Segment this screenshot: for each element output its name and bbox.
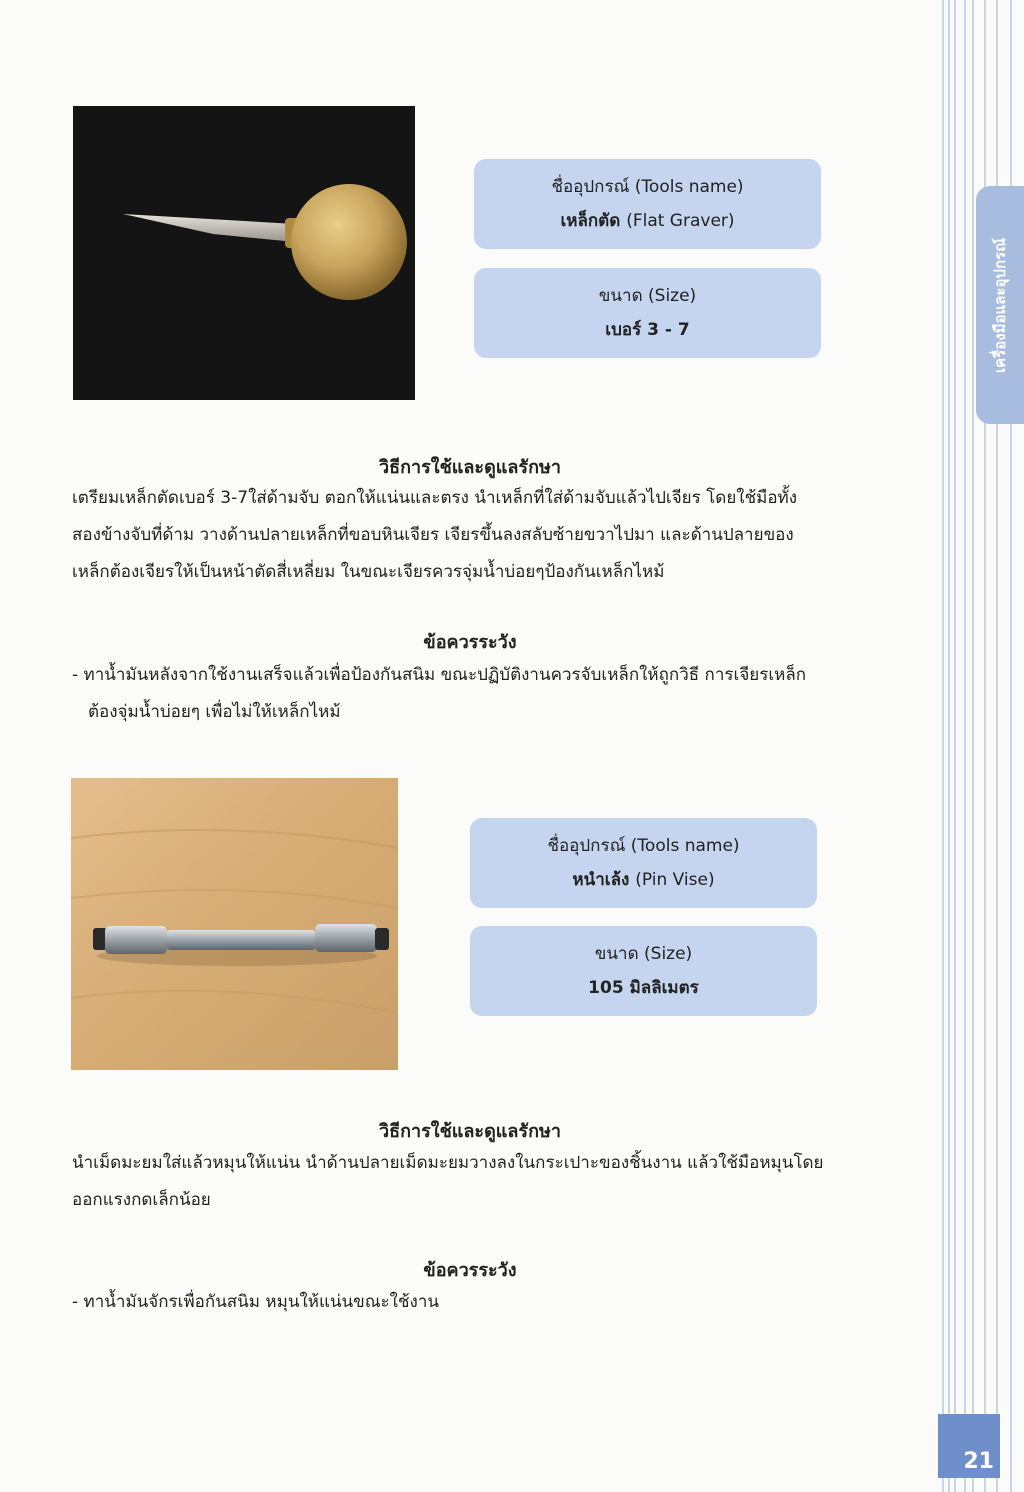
tool-1-name-thai: เหล็กตัด <box>560 211 621 231</box>
tool-2-size-label: ขนาด (Size) <box>594 944 693 964</box>
tool-1-size-value: เบอร์ 3 - 7 <box>605 320 690 340</box>
tool-1-usage-line: เหล็กต้องเจียรให้เป็นหน้าตัดสี่เหลี่ยม ในขณะเจียรควรจุ่มน้ำบ่อยๆป้องกันเหล็กไหม้ <box>72 562 665 582</box>
tool-1-usage-line: สองข้างจับที่ด้าม วางด้านปลายเหล็กที่ขอบหินเจียร เจียรขึ้นลงสลับซ้ายขวาไปมา และด้านปลายของ <box>72 525 794 545</box>
chapter-side-tab <box>976 186 1024 424</box>
tool-1-caution-text <box>72 657 892 731</box>
tool-2-size-box <box>470 926 817 1016</box>
tool-1-name-label: ชื่ออุปกรณ์ (Tools name) <box>551 177 744 197</box>
tool-1-name-value <box>560 204 734 238</box>
tool-2-name-value <box>572 863 714 897</box>
page-number: 21 <box>938 1414 1000 1478</box>
tool-2-name-english: (Pin Vise) <box>635 870 715 890</box>
tool-1-size-label: ขนาด (Size) <box>598 286 697 306</box>
tool-1-usage-line: เตรียมเหล็กตัดเบอร์ 3-7ใส่ด้ามจับ ตอกให้แน่นและตรง นำเหล็กที่ใส่ด้ามจับแล้วไปเจียร โดยใช้มือทั้ง <box>72 488 798 508</box>
tool-1-caution-heading: ข้อควรระวัง <box>423 632 517 653</box>
tool-1-name-english: (Flat Graver) <box>626 211 735 231</box>
tool-2-name-box <box>470 818 817 908</box>
pin-vise-photo <box>71 778 398 1070</box>
tool-2-usage-line: ออกแรงกดเล็กน้อย <box>72 1190 211 1210</box>
tool-2-caution-heading: ข้อควรระวัง <box>423 1260 517 1281</box>
tool-2-size-value: 105 มิลลิเมตร <box>588 978 699 998</box>
tool-2-caution-line: - ทาน้ำมันจักรเพื่อกันสนิม หมุนให้แน่นขณะใช้งาน <box>72 1292 439 1312</box>
tool-2-usage-heading: วิธีการใช้และดูแลรักษา <box>379 1121 561 1142</box>
tool-1-size-box <box>474 268 821 358</box>
flat-graver-photo <box>73 106 415 400</box>
tool-2-usage-text <box>72 1145 892 1219</box>
tool-1-usage-heading: วิธีการใช้และดูแลรักษา <box>379 457 561 478</box>
tool-1-caution-line: - ทาน้ำมันหลังจากใช้งานเสร็จแล้วเพื่อป้องกันสนิม ขณะปฏิบัติงานควรจับเหล็กให้ถูกวิธี การเจียรเหล็ก <box>72 665 807 685</box>
tool-2-name-label: ชื่ออุปกรณ์ (Tools name) <box>547 836 740 856</box>
tool-1-usage-text <box>72 480 892 591</box>
tool-2-name-thai: หนำเล้ง <box>572 870 630 890</box>
chapter-side-tab-label: เครื่องมือและอุปกรณ์ <box>991 237 1009 373</box>
tool-1-name-box <box>474 159 821 249</box>
tool-2-usage-line: นำเม็ดมะยมใส่แล้วหมุนให้แน่น นำด้านปลายเม็ดมะยมวางลงในกระเปาะของชิ้นงาน แล้วใช้มือหมุนโดย <box>72 1153 824 1173</box>
tool-2-caution-text <box>72 1284 892 1321</box>
tool-1-caution-line: ต้องจุ่มน้ำบ่อยๆ เพื่อไม่ให้เหล็กไหม้ <box>88 702 341 722</box>
